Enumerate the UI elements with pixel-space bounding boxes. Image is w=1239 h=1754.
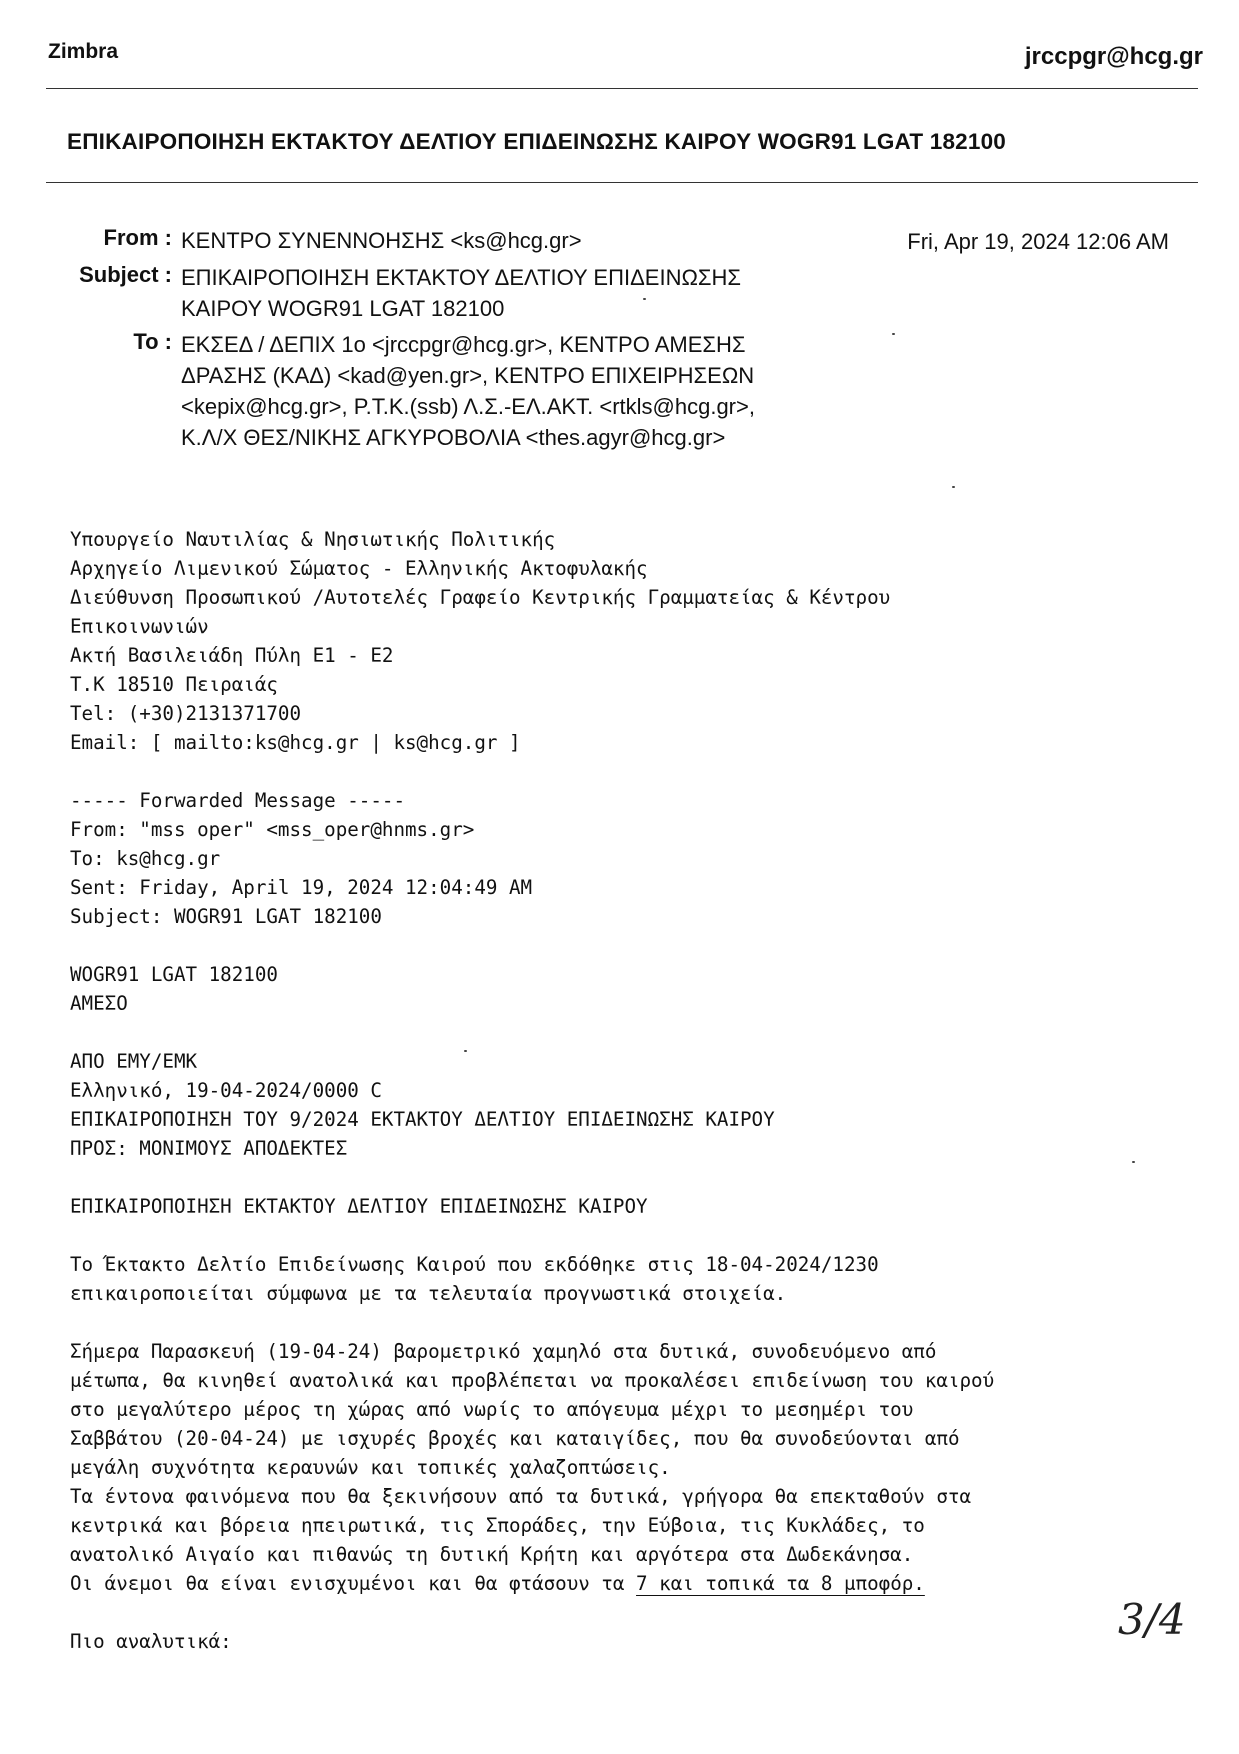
- body-main-text: Υπουργείο Ναυτιλίας & Νησιωτικής Πολιτικής Αρχηγείο Λιμενικού Σώματος - Ελληνικής Ακτοφυλακής Διεύθυνση Προσωπικού /Αυτοτελές Γραφείο Κεντρικής Γραμματείας & Κέντρου Επικοινωνιών Ακτή Βασιλειάδη Πύλη Ε1 - Ε2 Τ.Κ 18510 Πειραιάς Tel: (+30)2131371700 Email: [ mailto:ks@hcg.gr | ks@hcg.gr ] ----- Forwarded Message ----- From: "mss oper" <mss_oper@hnms.gr> To: ks@hcg.gr Sent: Friday, April 19, 2024 12:04:49 AM Subject: WOGR91 LGAT 182100 WOGR91 LGAT 182100 ΑΜΕΣΟ ΑΠΟ ΕΜΥ/ΕΜΚ Ελληνικό, 19-04-2024/0000 C ΕΠΙΚΑΙΡΟΠΟΙΗΣΗ ΤΟΥ 9/2024 ΕΚΤΑΚΤΟΥ ΔΕΛΤΙΟΥ ΕΠΙΔΕΙΝΩΣΗΣ ΚΑΙΡΟΥ ΠΡΟΣ: ΜΟΝΙΜΟΥΣ ΑΠΟΔΕΚΤΕΣ ΕΠΙΚΑΙΡΟΠΟΙΗΣΗ ΕΚΤΑΚΤΟΥ ΔΕΛΤΙΟΥ ΕΠΙΔΕΙΝΩΣΗΣ ΚΑΙΡΟΥ Το Έκτακτο Δελτίο Επιδείνωσης Καιρού που εκδόθηκε στις 18-04-2024/1230 επικαιροποιείται σύμφωνα με τα τελευταία προγνωστικά στοιχεία. Σήμερα Παρασκευή (19-04-24) βαρομετρικό χαμηλό στα δυτικά, συνοδευόμενο από μέτωπα, θα κινηθεί ανατολικά και προβλέπεται να προκαλέσει επιδείνωση του καιρού στο μεγαλύτερο μέρος τη χώρας από νωρίς το απόγευμα μέχρι το μεσημέρι του Σαββάτου (20-04-24) με ισχυρές βροχές και καταιγίδες, που θα συνοδεύονται από μεγάλη συχνότητα κεραυνών και τοπικές χαλαζοπτώσεις. Τα έντονα φαινόμενα που θα ξεκινήσουν από τα δυτικά, γρήγορα θα επεκταθούν στα κεντρικά και βόρεια ηπειρωτικά, τις Σποράδες, την Εύβοια, τις Κυκλάδες, το ανατολικό Αιγαίο και πιθανώς τη δυτική Κρήτη και αργότερα στα Δωδεκάνησα.: [70, 528, 995, 1566]
- handwritten-page-annotation: 3/4: [1118, 1595, 1186, 1644]
- to-value: ΕΚΣΕΔ / ΔΕΠΙΧ 1ο <jrccpgr@hcg.gr>, ΚΕΝΤΡΟ ΑΜΕΣΗΣ ΔΡΑΣΗΣ (ΚΑΔ) <kad@yen.gr>, ΚΕΝΤΡΟ ΕΠΙΧΕΙΡΗΣΕΩΝ <kepix@hcg.gr>, Ρ.Τ.Κ.(ssb) Λ.Σ.-ΕΛ.ΑΚΤ. <rtkls@hcg.gr>, Κ.Λ/Χ ΘΕΣ/ΝΙΚΗΣ ΑΓΚΥΡΟΒΟΛΙΑ <thes.agyr@hcg.gr>: [181, 332, 755, 450]
- from-value: ΚΕΝΤΡΟ ΣΥΝΕΝΝΟΗΣΗΣ <ks@hcg.gr>: [181, 228, 582, 253]
- wind-sentence: Οι άνεμοι θα είναι ενισχυμένοι και θα φτάσουν τα: [70, 1572, 637, 1595]
- account-email: jrccpgr@hcg.gr: [1024, 43, 1203, 70]
- wind-highlight: 7 και τοπικά τα 8 μποφόρ.: [636, 1572, 925, 1595]
- email-date: Fri, Apr 19, 2024 12:06 AM: [907, 229, 1169, 254]
- scan-speck: [1132, 1161, 1135, 1163]
- body-closing: Πιο αναλυτικά:: [70, 1630, 232, 1653]
- message-body: [70, 525, 994, 1656]
- header-divider: [46, 88, 1198, 89]
- scan-speck: [643, 298, 646, 300]
- email-title: ΕΠΙΚΑΙΡΟΠΟΙΗΣΗ ΕΚΤΑΚΤΟΥ ΔΕΛΤΙΟΥ ΕΠΙΔΕΙΝΩΣΗΣ ΚΑΙΡΟΥ WOGR91 LGAT 182100: [67, 129, 1007, 154]
- title-divider: [46, 182, 1198, 183]
- to-label: To :: [133, 329, 172, 354]
- subject-value: ΕΠΙΚΑΙΡΟΠΟΙΗΣΗ ΕΚΤΑΚΤΟΥ ΔΕΛΤΙΟΥ ΕΠΙΔΕΙΝΩΣΗΣ ΚΑΙΡΟΥ WOGR91 LGAT 182100: [181, 265, 741, 321]
- subject-label: Subject :: [79, 262, 172, 287]
- app-name: Zimbra: [48, 40, 119, 63]
- scan-speck: [892, 333, 895, 335]
- from-label: From :: [103, 225, 172, 250]
- scan-speck: [952, 486, 955, 488]
- scan-speck: [464, 1050, 467, 1052]
